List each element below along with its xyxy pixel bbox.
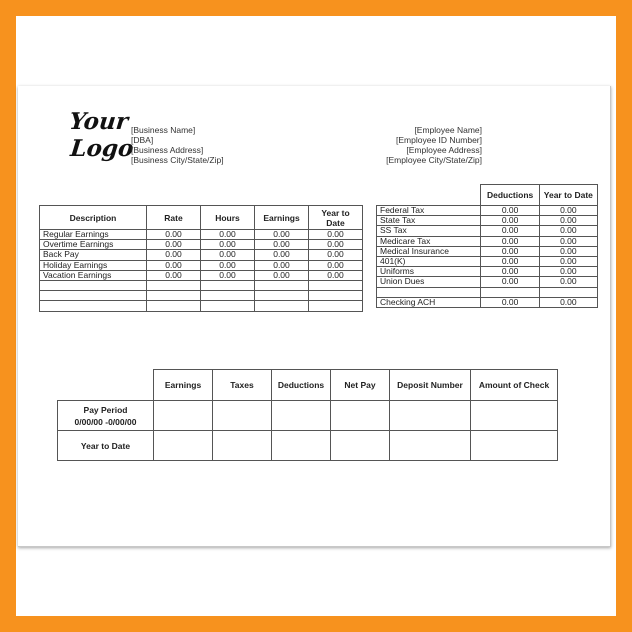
table-row [377, 267, 598, 277]
empty-cell [255, 301, 309, 311]
earnings-desc: Vacation Earnings [40, 270, 147, 280]
deduction-amount: 0.00 [481, 226, 539, 236]
empty-cell [471, 401, 558, 431]
earnings-rate: 0.00 [147, 250, 201, 260]
table-row [40, 230, 363, 240]
business-address: [Business Address] [131, 145, 204, 155]
col-ded-ytd: Year to Date [539, 185, 597, 206]
deduction-ytd: 0.00 [539, 216, 597, 226]
earnings-table [39, 205, 363, 312]
table-row [377, 236, 598, 246]
empty-cell [377, 287, 481, 297]
empty-cell [331, 401, 390, 431]
earnings-ytd: 0.00 [309, 270, 363, 280]
business-info [131, 125, 224, 165]
deduction-name: SS Tax [377, 226, 481, 236]
empty-cell [201, 291, 255, 301]
employee-id: [Employee ID Number] [396, 135, 482, 145]
checking-amount: 0.00 [481, 297, 539, 307]
col-sum-amount-of-check: Amount of Check [471, 370, 558, 401]
logo-line-2: Logo [69, 135, 135, 162]
checking-label: Checking ACH [377, 297, 481, 307]
deduction-ytd: 0.00 [539, 236, 597, 246]
pay-period-label: Pay Period [83, 404, 128, 415]
employee-info [386, 125, 482, 165]
deduction-amount: 0.00 [481, 257, 539, 267]
earnings-hours: 0.00 [201, 240, 255, 250]
summary-corner [58, 370, 154, 401]
earnings-rate: 0.00 [147, 260, 201, 270]
deduction-amount: 0.00 [481, 236, 539, 246]
ytd-row [58, 431, 558, 461]
earnings-amount: 0.00 [255, 230, 309, 240]
pay-period-label-cell [58, 401, 154, 431]
table-row-empty [377, 287, 598, 297]
empty-cell [390, 401, 471, 431]
earnings-rate: 0.00 [147, 270, 201, 280]
business-city: [Business City/State/Zip] [131, 155, 224, 165]
empty-cell [40, 301, 147, 311]
col-year-to-date: Year to Date [309, 206, 363, 230]
empty-cell [309, 281, 363, 291]
empty-cell [255, 281, 309, 291]
table-row [377, 206, 598, 216]
earnings-amount: 0.00 [255, 260, 309, 270]
table-row [40, 270, 363, 280]
empty-cell [481, 287, 539, 297]
table-row-checking [377, 297, 598, 307]
empty-cell [40, 291, 147, 301]
logo-line-1: Your [68, 108, 130, 135]
deduction-name: Uniforms [377, 267, 481, 277]
earnings-desc: Overtime Earnings [40, 240, 147, 250]
table-row [40, 240, 363, 250]
deduction-name: 401(K) [377, 257, 481, 267]
business-dba: [DBA] [131, 135, 154, 145]
empty-cell [201, 281, 255, 291]
earnings-amount: 0.00 [255, 270, 309, 280]
earnings-desc: Regular Earnings [40, 230, 147, 240]
earnings-desc: Back Pay [40, 250, 147, 260]
earnings-hours: 0.00 [201, 230, 255, 240]
earnings-hours: 0.00 [201, 260, 255, 270]
table-row [377, 226, 598, 236]
pay-period-row [58, 401, 558, 431]
empty-cell [147, 291, 201, 301]
empty-cell [147, 281, 201, 291]
deduction-name: Federal Tax [377, 206, 481, 216]
table-row-empty [40, 291, 363, 301]
table-row [377, 216, 598, 226]
employee-address: [Employee Address] [406, 145, 482, 155]
empty-cell [539, 287, 597, 297]
col-hours: Hours [201, 206, 255, 230]
deduction-ytd: 0.00 [539, 257, 597, 267]
deduction-name: Medicare Tax [377, 236, 481, 246]
deduction-amount: 0.00 [481, 267, 539, 277]
employee-name: [Employee Name] [414, 125, 482, 135]
empty-cell [201, 301, 255, 311]
deductions-table [376, 184, 598, 308]
empty-cell [309, 291, 363, 301]
earnings-rate: 0.00 [147, 230, 201, 240]
empty-cell [154, 431, 213, 461]
business-name: [Business Name] [131, 125, 196, 135]
ytd-label: Year to Date [58, 431, 154, 461]
deduction-amount: 0.00 [481, 246, 539, 256]
deductions-blank-header [377, 185, 481, 206]
col-sum-earnings: Earnings [154, 370, 213, 401]
deduction-amount: 0.00 [481, 277, 539, 287]
deduction-amount: 0.00 [481, 206, 539, 216]
deduction-ytd: 0.00 [539, 246, 597, 256]
empty-cell [147, 301, 201, 311]
col-sum-net-pay: Net Pay [331, 370, 390, 401]
table-row [377, 246, 598, 256]
earnings-amount: 0.00 [255, 240, 309, 250]
employee-city: [Employee City/State/Zip] [386, 155, 482, 165]
table-row-empty [40, 281, 363, 291]
table-row [377, 257, 598, 267]
col-deductions: Deductions [481, 185, 539, 206]
col-earnings: Earnings [255, 206, 309, 230]
earnings-ytd: 0.00 [309, 260, 363, 270]
deduction-name: Medical Insurance [377, 246, 481, 256]
empty-cell [331, 431, 390, 461]
deduction-amount: 0.00 [481, 216, 539, 226]
table-row-empty [40, 301, 363, 311]
empty-cell [213, 431, 272, 461]
empty-cell [309, 301, 363, 311]
deduction-ytd: 0.00 [539, 226, 597, 236]
empty-cell [213, 401, 272, 431]
col-sum-deposit-number: Deposit Number [390, 370, 471, 401]
empty-cell [390, 431, 471, 461]
pay-period-dates: 0/00/00 -0/00/00 [74, 416, 137, 427]
empty-cell [471, 431, 558, 461]
col-sum-taxes: Taxes [213, 370, 272, 401]
earnings-hours: 0.00 [201, 270, 255, 280]
table-row [40, 250, 363, 260]
empty-cell [154, 401, 213, 431]
earnings-ytd: 0.00 [309, 240, 363, 250]
deduction-ytd: 0.00 [539, 267, 597, 277]
deduction-ytd: 0.00 [539, 206, 597, 216]
earnings-ytd: 0.00 [309, 250, 363, 260]
deduction-ytd: 0.00 [539, 277, 597, 287]
empty-cell [272, 401, 331, 431]
col-rate: Rate [147, 206, 201, 230]
summary-table [57, 369, 558, 461]
checking-ytd: 0.00 [539, 297, 597, 307]
empty-cell [40, 281, 147, 291]
table-row [40, 260, 363, 270]
col-description: Description [40, 206, 147, 230]
earnings-amount: 0.00 [255, 250, 309, 260]
deduction-name: Union Dues [377, 277, 481, 287]
earnings-desc: Holiday Earnings [40, 260, 147, 270]
table-row [377, 277, 598, 287]
col-sum-deductions: Deductions [272, 370, 331, 401]
earnings-rate: 0.00 [147, 240, 201, 250]
empty-cell [255, 291, 309, 301]
earnings-hours: 0.00 [201, 250, 255, 260]
empty-cell [272, 431, 331, 461]
company-logo [65, 108, 133, 162]
deduction-name: State Tax [377, 216, 481, 226]
earnings-ytd: 0.00 [309, 230, 363, 240]
